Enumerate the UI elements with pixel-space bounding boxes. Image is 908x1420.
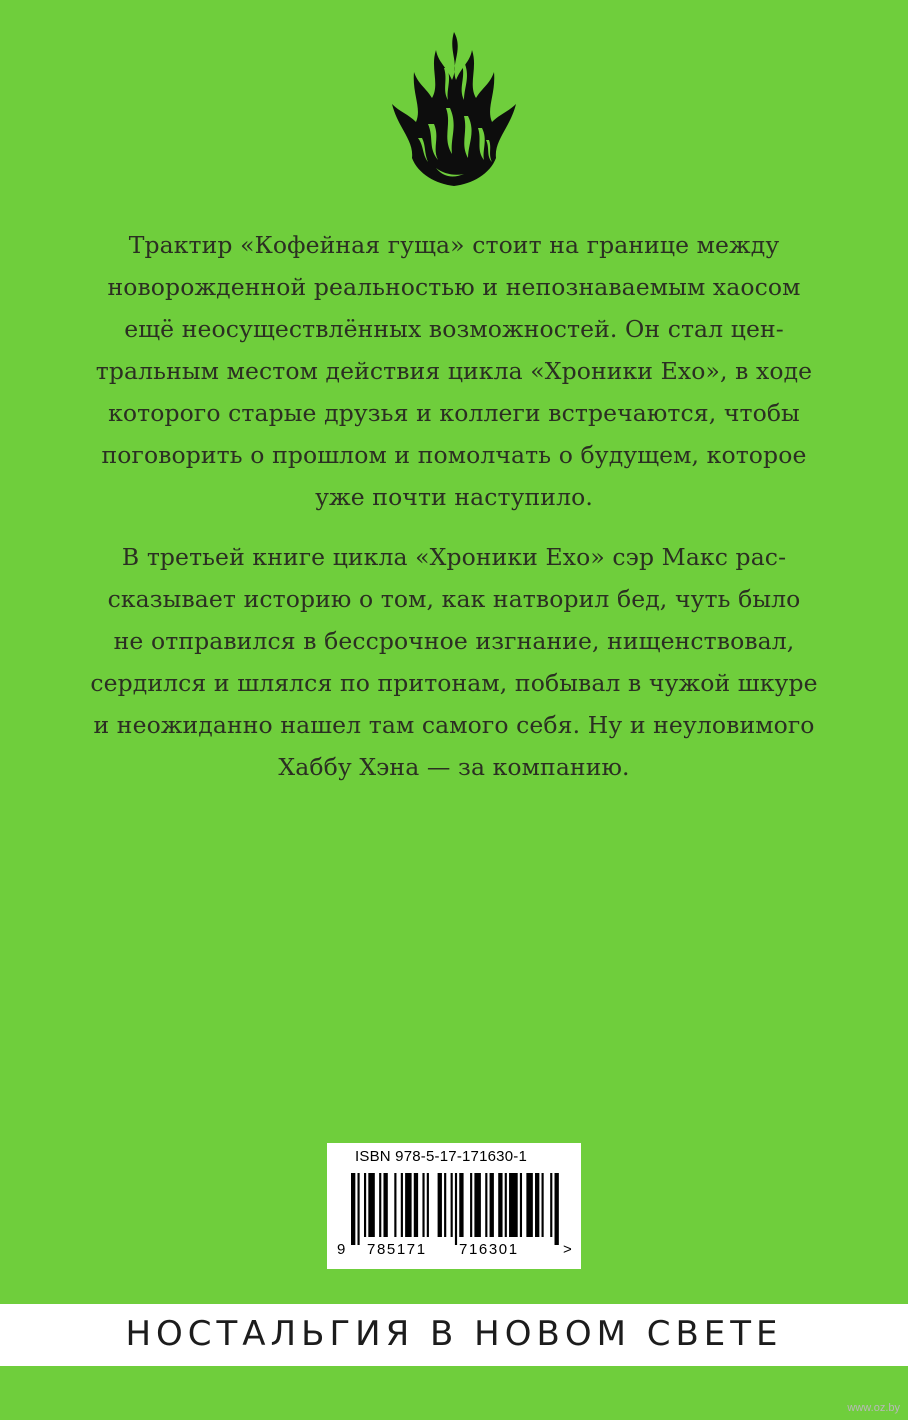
barcode-bar <box>490 1173 494 1237</box>
blurb-line: тральным местом действия цикла «Хроники Ехо», в ходе <box>95 357 813 385</box>
blurb-line: сказывает историю о том, как натворил бед, чуть было <box>107 585 801 613</box>
blurb-line: Хаббу Хэна — за компанию. <box>278 753 630 781</box>
barcode-bar <box>383 1173 387 1237</box>
barcode-bar <box>520 1173 522 1237</box>
barcode-bar <box>427 1173 429 1237</box>
blurb-line: уже почти наступило. <box>315 483 593 511</box>
barcode-digit-first: 9 <box>337 1241 346 1258</box>
barcode-digits-right: 716301 <box>459 1241 519 1258</box>
blurb-line: Трактир «Кофейная гуща» стоит на границе между <box>128 231 780 259</box>
barcode-bar <box>474 1173 480 1237</box>
isbn-label: ISBN 978-5-17-171630-1 <box>355 1148 528 1165</box>
barcode-bar <box>394 1173 396 1237</box>
barcode-bar <box>498 1173 502 1237</box>
barcode-bar <box>422 1173 424 1237</box>
blurb-line: новорожденной реальностью и непознаваемым хаосом <box>107 273 801 301</box>
barcode-bars <box>351 1173 561 1245</box>
blurb-line: которого старые друзья и коллеги встречаются, чтобы <box>108 399 800 427</box>
barcode-bar <box>438 1173 442 1237</box>
watermark: www.oz.by <box>847 1402 900 1414</box>
barcode-bar <box>459 1173 463 1237</box>
blurb-line: ещё неосуществлённых возможностей. Он стал цен- <box>124 315 784 343</box>
barcode-bar <box>470 1173 472 1237</box>
barcode-bar <box>509 1173 518 1237</box>
barcode-bar <box>550 1173 552 1237</box>
blurb-line: не отправился в бессрочное изгнание, нищенствовал, <box>113 627 795 655</box>
barcode-bar <box>444 1173 446 1237</box>
barcode-bar <box>526 1173 532 1237</box>
barcode-bar <box>485 1173 487 1237</box>
barcode-bar <box>555 1173 559 1245</box>
barcode-bar <box>368 1173 374 1237</box>
barcode-digits-left: 785171 <box>367 1241 427 1258</box>
barcode-bar <box>505 1173 507 1237</box>
blurb-line: В третьей книге цикла «Хроники Ехо» сэр Макс рас- <box>121 543 787 571</box>
blurb-paragraph-1 <box>90 224 818 518</box>
barcode-bar <box>451 1173 453 1237</box>
barcode-bar <box>364 1173 366 1237</box>
blurb-paragraph-2 <box>90 536 818 788</box>
blurb-line: сердился и шлялся по притонам, побывал в чужой шкуре <box>90 669 818 697</box>
blurb-line: и неожиданно нашел там самого себя. Ну и неуловимого <box>93 711 815 739</box>
barcode-arrow: > <box>563 1241 572 1258</box>
barcode-bar <box>535 1173 539 1237</box>
barcode-bar <box>405 1173 411 1237</box>
blurb-line: поговорить о прошлом и помолчать о будущем, которое <box>101 441 807 469</box>
barcode-bar <box>379 1173 381 1237</box>
flame-icon <box>388 28 520 188</box>
barcode-bar <box>455 1173 457 1245</box>
series-title: НОСТАЛЬГИЯ В НОВОМ СВЕТЕ <box>125 1314 783 1354</box>
series-band <box>0 1304 908 1366</box>
barcode-bar <box>542 1173 544 1237</box>
barcode-bar <box>357 1173 359 1245</box>
barcode-bar <box>414 1173 418 1237</box>
isbn-barcode <box>327 1143 581 1269</box>
barcode-bar <box>351 1173 355 1245</box>
barcode-bar <box>401 1173 403 1237</box>
